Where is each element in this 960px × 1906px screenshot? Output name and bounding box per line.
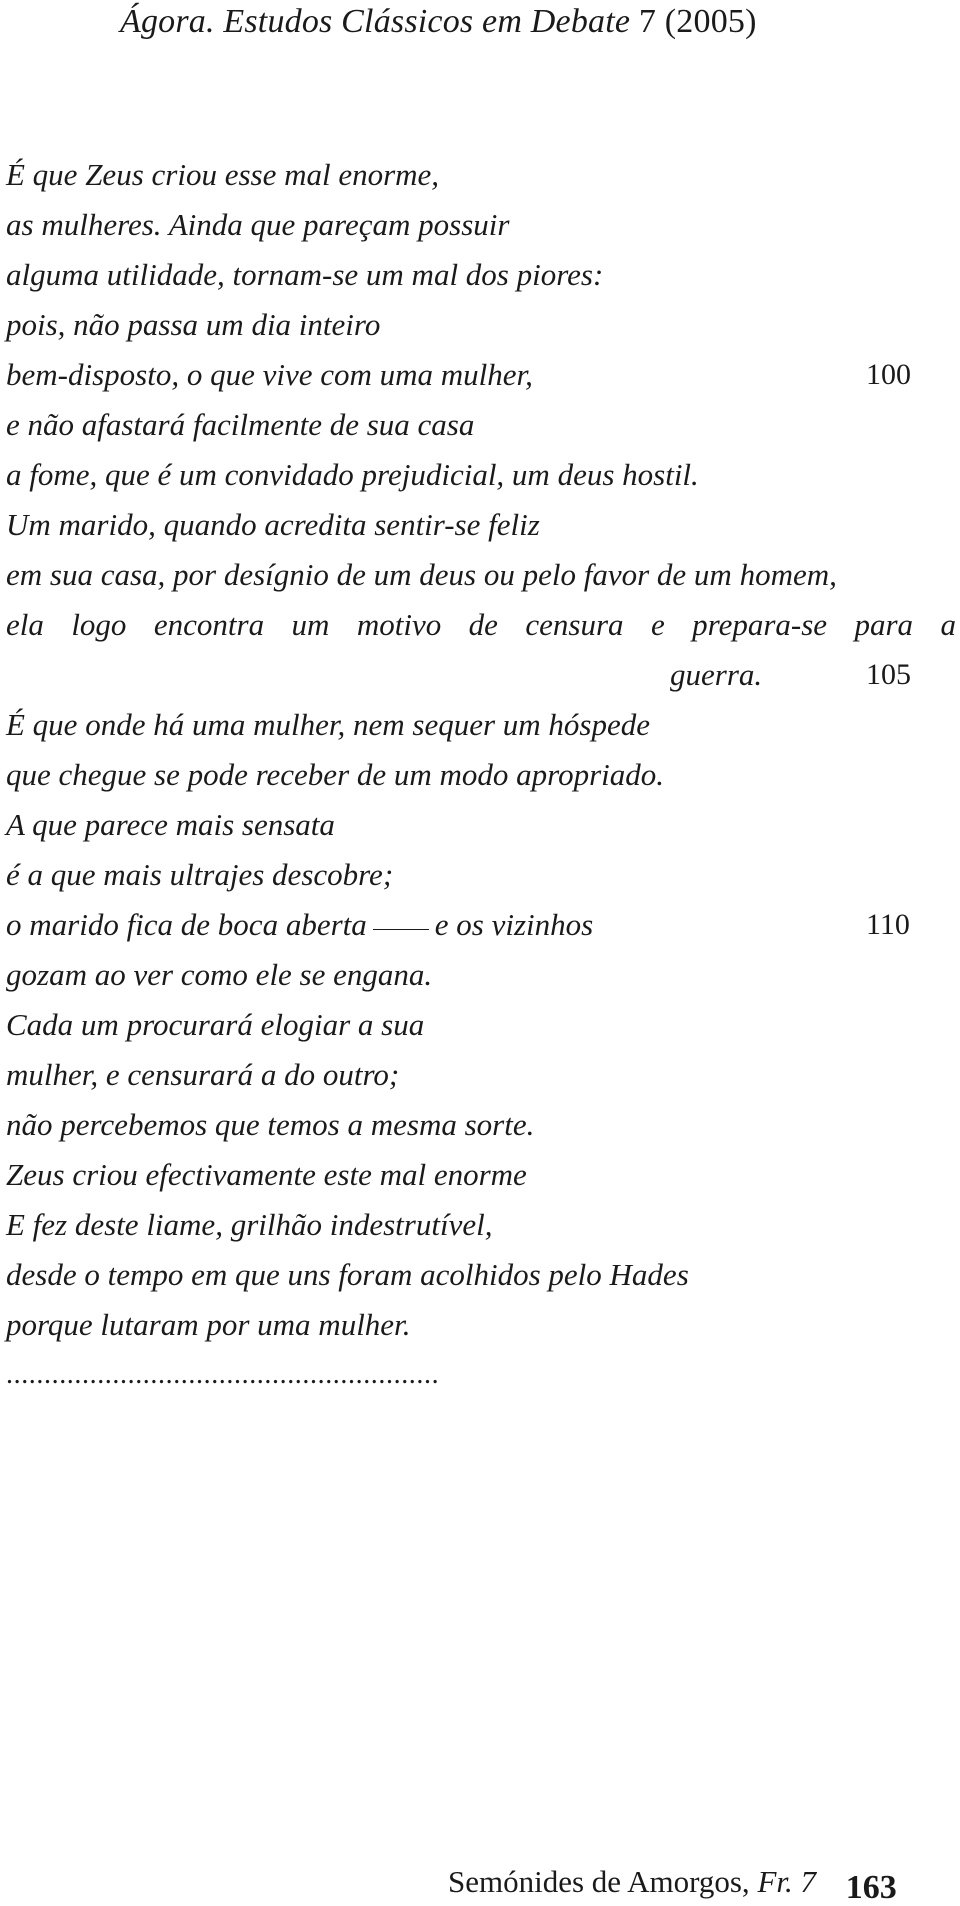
verse-line: Cada um procurará elogiar a sua	[6, 1007, 425, 1042]
verse-line: É que Zeus criou esse mal enorme,	[6, 157, 440, 192]
verse-line: gozam ao ver como ele se engana.	[6, 957, 433, 992]
verse-line: E fez deste liame, grilhão indestrutível,	[6, 1207, 493, 1242]
verse-line: em sua casa, por desígnio de um deus ou pelo favor de um homem,	[6, 557, 837, 592]
verse-line: mulher, e censurará a do outro;	[6, 1057, 400, 1092]
verse-line: é a que mais ultrajes descobre;	[6, 857, 394, 892]
verse-line: porque lutaram por uma mulher.	[6, 1307, 411, 1342]
verse-line	[6, 350, 956, 400]
page-number: 163	[845, 1869, 897, 1906]
verse-line: A que parece mais sensata	[6, 807, 335, 842]
verse-text: o marido fica de boca aberta	[6, 907, 367, 942]
verse-line: Zeus criou efectivamente este mal enorme	[6, 1157, 527, 1192]
verse-line: ela logo encontra um motivo de censura e prepara-se para a	[6, 607, 956, 642]
verse-text: e os vizinhos	[434, 907, 594, 942]
running-footer	[448, 1862, 897, 1906]
verse-line: não percebemos que temos a mesma sorte.	[6, 1107, 535, 1142]
footer-fragment: Fr. 7	[757, 1864, 817, 1899]
verse-line: desde o tempo em que uns foram acolhidos pelo Hades	[6, 1257, 689, 1292]
verse-text: guerra.	[670, 657, 763, 692]
journal-title: Ágora. Estudos Clássicos em Debate	[120, 3, 631, 40]
running-header	[120, 0, 757, 44]
poem-text	[6, 150, 956, 1400]
ellipsis-dots: .........................................................	[6, 1359, 440, 1390]
verse-line: pois, não passa um dia inteiro	[6, 307, 381, 342]
verse-line: a fome, que é um convidado prejudicial, um deus hostil.	[6, 457, 699, 492]
line-number: 100	[866, 358, 911, 391]
journal-volume: 7 (2005)	[638, 3, 757, 40]
verse-line	[6, 900, 956, 950]
verse-line: É que onde há uma mulher, nem sequer um hóspede	[6, 707, 650, 742]
verse-line: e não afastará facilmente de sua casa	[6, 407, 475, 442]
verse-text: bem-disposto, o que vive com uma mulher,	[6, 357, 533, 392]
verse-line	[6, 650, 956, 700]
em-dash	[373, 929, 429, 930]
footer-author: Semónides de Amorgos,	[448, 1864, 750, 1899]
verse-line: alguma utilidade, tornam-se um mal dos piores:	[6, 257, 604, 292]
line-number: 105	[866, 658, 911, 691]
verse-line: Um marido, quando acredita sentir-se feliz	[6, 507, 540, 542]
verse-line: que chegue se pode receber de um modo apropriado.	[6, 757, 665, 792]
line-number: 110	[866, 908, 910, 941]
verse-line: as mulheres. Ainda que pareçam possuir	[6, 207, 510, 242]
